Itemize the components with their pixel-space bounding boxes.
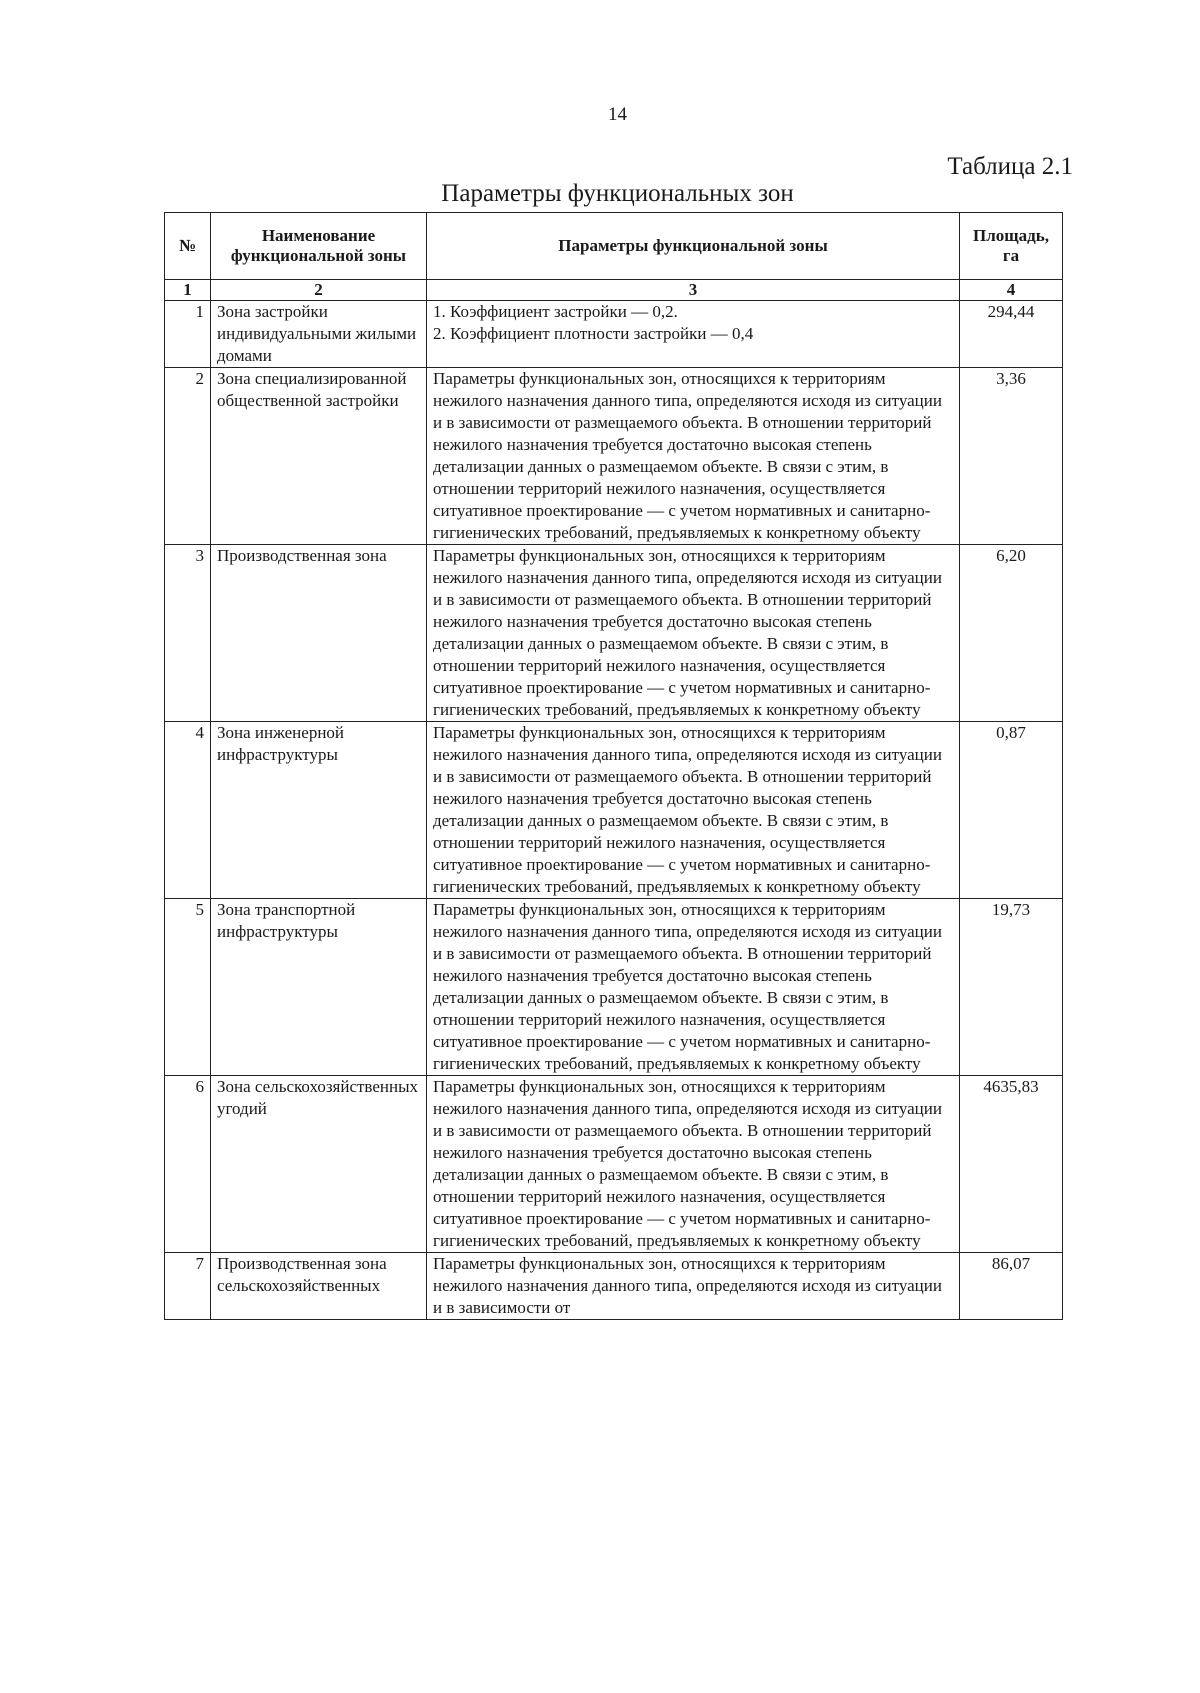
column-number-row: [165, 280, 1063, 301]
zone-area: 4635,83: [960, 1076, 1063, 1253]
zone-name: Зона застройки индивидуальными жилыми домами: [211, 301, 427, 368]
zone-number: 2: [165, 368, 211, 545]
zone-params-text: [433, 1076, 953, 1252]
header-zone-name: Наименование функциональной зоны: [211, 213, 427, 280]
table-row: [165, 368, 1063, 545]
zone-param-line: Параметры функциональных зон, относящихся к территориям нежилого назначения данного типа, определяются исходя из ситуации и в зависимости от размещаемого объекта. В отношении территорий нежилого назначения требуется достаточно высокая степень детализации данных о размещаемом объекте. В связи с этим, в отношении территорий нежилого назначения, осуществляется ситуативное проектирование — с учетом нормативных и санитарно-гигиенических требований, предъявляемых к конкретному объекту: [433, 546, 942, 719]
zone-param-line: Параметры функциональных зон, относящихся к территориям нежилого назначения данного типа, определяются исходя из ситуации и в зависимости от: [433, 1254, 942, 1317]
page-number: 14: [608, 104, 627, 125]
zone-param-line: Параметры функциональных зон, относящихся к территориям нежилого назначения данного типа, определяются исходя из ситуации и в зависимости от размещаемого объекта. В отношении территорий нежилого назначения требуется достаточно высокая степень детализации данных о размещаемом объекте. В связи с этим, в отношении территорий нежилого назначения, осуществляется ситуативное проектирование — с учетом нормативных и санитарно-гигиенических требований, предъявляемых к конкретному объекту: [433, 900, 942, 1073]
zone-params: [427, 368, 960, 545]
zone-param-line: 1. Коэффициент застройки — 0,2.: [433, 302, 678, 321]
zone-area: 19,73: [960, 899, 1063, 1076]
zone-area: 6,20: [960, 545, 1063, 722]
table-label: Таблица 2.1: [947, 153, 1073, 180]
table-row: [165, 1076, 1063, 1253]
zone-params: [427, 899, 960, 1076]
header-zone-params: Параметры функциональной зоны: [427, 213, 960, 280]
zone-param-line: Параметры функциональных зон, относящихся к территориям нежилого назначения данного типа, определяются исходя из ситуации и в зависимости от размещаемого объекта. В отношении территорий нежилого назначения требуется достаточно высокая степень детализации данных о размещаемом объекте. В связи с этим, в отношении территорий нежилого назначения, осуществляется ситуативное проектирование — с учетом нормативных и санитарно-гигиенических требований, предъявляемых к конкретному объекту: [433, 1077, 942, 1250]
header-area: Площадь, га: [960, 213, 1063, 280]
zone-param-line: 2. Коэффициент плотности застройки — 0,4: [433, 324, 754, 343]
zone-name: Зона инженерной инфраструктуры: [211, 722, 427, 899]
column-number: 1: [165, 280, 211, 301]
zone-name: Зона специализированной общественной застройки: [211, 368, 427, 545]
zones-table-body: [165, 301, 1063, 1320]
zone-name: Производственная зона сельскохозяйственных: [211, 1253, 427, 1320]
table-row: [165, 301, 1063, 368]
zone-params: [427, 722, 960, 899]
zone-params-text: [433, 301, 953, 345]
table-row: [165, 899, 1063, 1076]
zone-params: [427, 1253, 960, 1320]
table-row: [165, 722, 1063, 899]
zones-table: [164, 212, 1063, 1320]
zone-params-text: [433, 722, 953, 898]
zone-area: 0,87: [960, 722, 1063, 899]
zone-area: 294,44: [960, 301, 1063, 368]
header-row: [165, 213, 1063, 280]
zone-name: Зона транспортной инфраструктуры: [211, 899, 427, 1076]
zone-area: 3,36: [960, 368, 1063, 545]
column-number: 3: [427, 280, 960, 301]
zone-number: 7: [165, 1253, 211, 1320]
zone-params-text: [433, 899, 953, 1075]
column-number: 4: [960, 280, 1063, 301]
column-number: 2: [211, 280, 427, 301]
zone-param-line: Параметры функциональных зон, относящихся к территориям нежилого назначения данного типа, определяются исходя из ситуации и в зависимости от размещаемого объекта. В отношении территорий нежилого назначения требуется достаточно высокая степень детализации данных о размещаемом объекте. В связи с этим, в отношении территорий нежилого назначения, осуществляется ситуативное проектирование — с учетом нормативных и санитарно-гигиенических требований, предъявляемых к конкретному объекту: [433, 369, 942, 542]
table-row: [165, 1253, 1063, 1320]
zone-params-text: [433, 545, 953, 721]
zone-param-line: Параметры функциональных зон, относящихся к территориям нежилого назначения данного типа, определяются исходя из ситуации и в зависимости от размещаемого объекта. В отношении территорий нежилого назначения требуется достаточно высокая степень детализации данных о размещаемом объекте. В связи с этим, в отношении территорий нежилого назначения, осуществляется ситуативное проектирование — с учетом нормативных и санитарно-гигиенических требований, предъявляемых к конкретному объекту: [433, 723, 942, 896]
zone-params: [427, 1076, 960, 1253]
zone-params: [427, 301, 960, 368]
header-number: №: [165, 213, 211, 280]
zone-area: 86,07: [960, 1253, 1063, 1320]
zone-number: 3: [165, 545, 211, 722]
zone-params: [427, 545, 960, 722]
zone-number: 1: [165, 301, 211, 368]
zone-name: Производственная зона: [211, 545, 427, 722]
zone-params-text: [433, 1253, 953, 1319]
zone-number: 4: [165, 722, 211, 899]
zone-number: 6: [165, 1076, 211, 1253]
table-title: Параметры функциональных зон: [441, 180, 794, 207]
table-row: [165, 545, 1063, 722]
zone-params-text: [433, 368, 953, 544]
zone-number: 5: [165, 899, 211, 1076]
zone-name: Зона сельскохозяйственных угодий: [211, 1076, 427, 1253]
